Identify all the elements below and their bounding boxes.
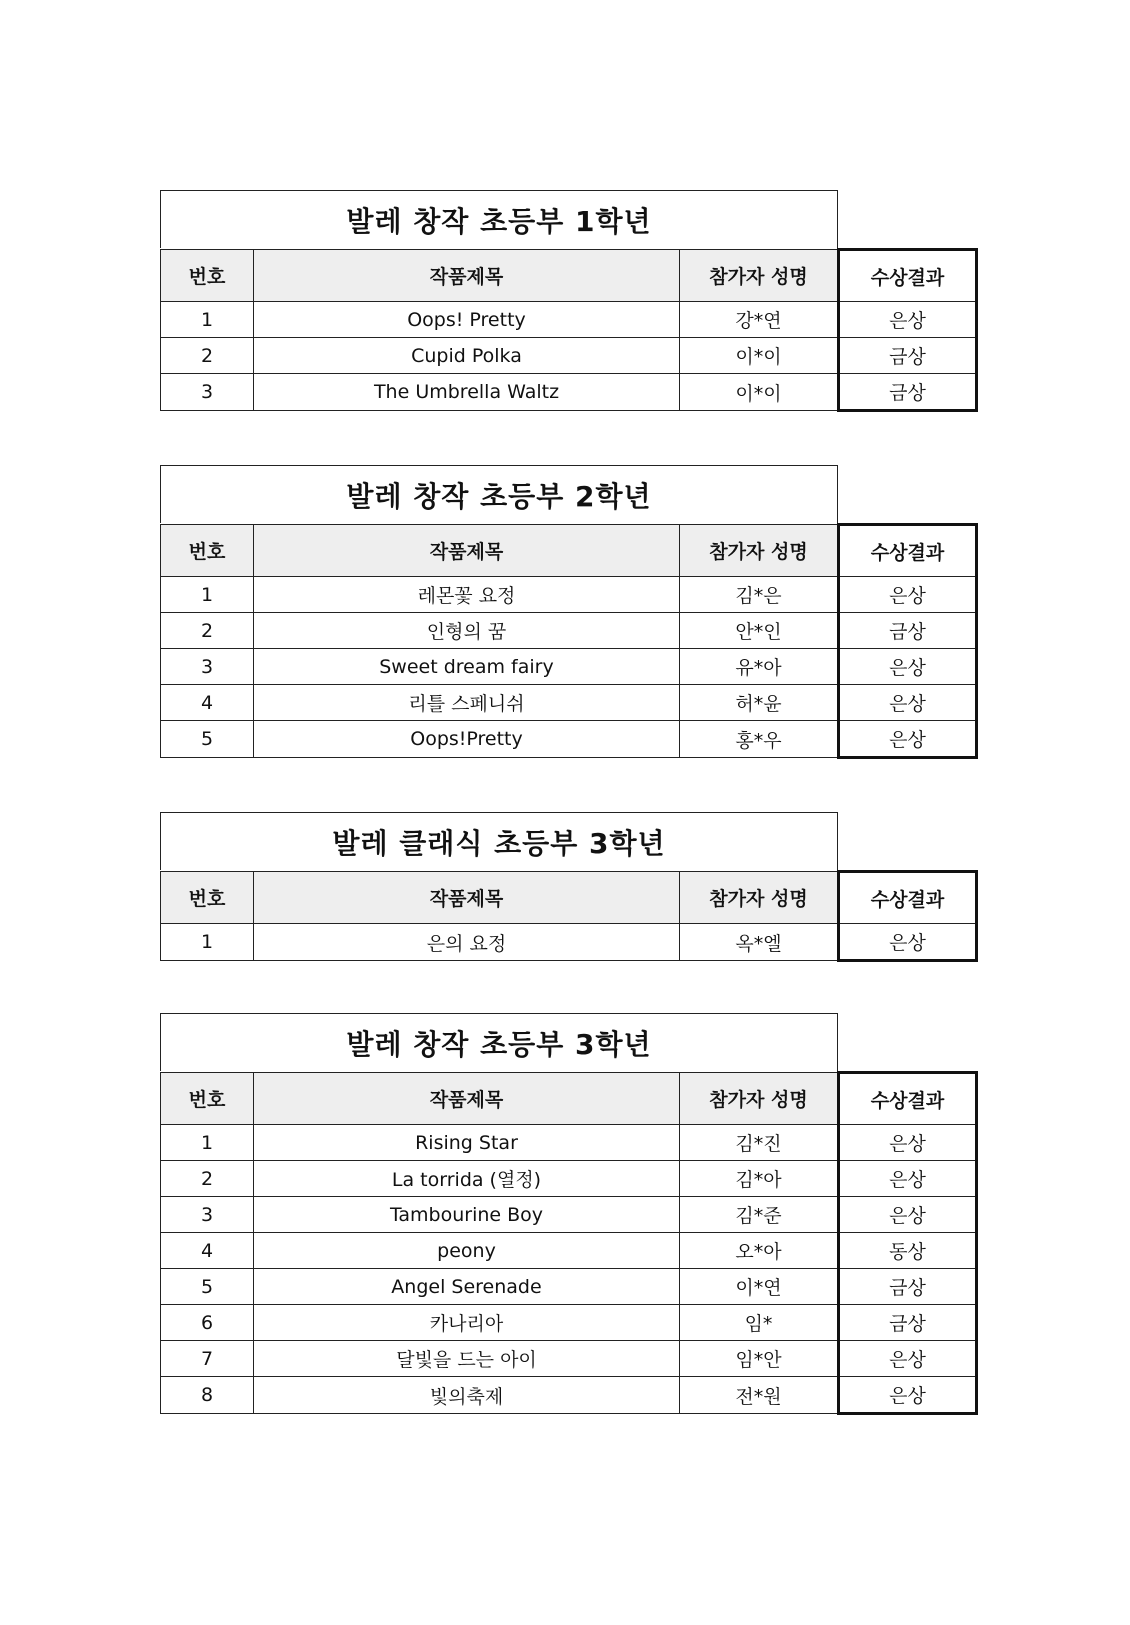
work-title: 카나리아 [254, 1305, 680, 1341]
table-row [161, 1233, 977, 1269]
work-title: Tambourine Boy [254, 1197, 680, 1233]
work-title: 빛의축제 [254, 1377, 680, 1414]
work-title: The Umbrella Waltz [254, 374, 680, 411]
header-result: 수상결과 [839, 1073, 977, 1125]
participant-name: 안*인 [680, 613, 839, 649]
award-result: 은상 [839, 302, 977, 338]
work-title: 인형의 꿈 [254, 613, 680, 649]
award-table [160, 870, 978, 962]
award-result: 은상 [839, 685, 977, 721]
table-row [161, 302, 977, 338]
row-number: 2 [161, 613, 254, 649]
participant-name: 이*이 [680, 338, 839, 374]
table-row [161, 721, 977, 758]
header-title: 작품제목 [254, 872, 680, 924]
row-number: 1 [161, 577, 254, 613]
award-result: 금상 [839, 1269, 977, 1305]
table-header-row [161, 525, 977, 577]
table-title: 발레 창작 초등부 3학년 [160, 1013, 838, 1071]
work-title: 달빛을 드는 아이 [254, 1341, 680, 1377]
award-table [160, 523, 978, 759]
work-title: 레몬꽃 요정 [254, 577, 680, 613]
award-result: 은상 [839, 1341, 977, 1377]
table-row [161, 613, 977, 649]
header-number: 번호 [161, 872, 254, 924]
participant-name: 이*이 [680, 374, 839, 411]
award-result: 은상 [839, 721, 977, 758]
participant-name: 김*아 [680, 1161, 839, 1197]
row-number: 1 [161, 924, 254, 961]
row-number: 4 [161, 685, 254, 721]
header-title: 작품제목 [254, 250, 680, 302]
award-result: 금상 [839, 338, 977, 374]
table-row [161, 1269, 977, 1305]
table-header-row [161, 250, 977, 302]
table-header-row [161, 872, 977, 924]
work-title: Cupid Polka [254, 338, 680, 374]
work-title: La torrida (열정) [254, 1161, 680, 1197]
award-result: 금상 [839, 613, 977, 649]
header-name: 참가자 성명 [680, 1073, 839, 1125]
row-number: 4 [161, 1233, 254, 1269]
table-row [161, 577, 977, 613]
award-table-block [160, 465, 976, 759]
award-table-block [160, 1013, 976, 1415]
row-number: 5 [161, 721, 254, 758]
award-result: 동상 [839, 1233, 977, 1269]
row-number: 3 [161, 374, 254, 411]
award-result: 은상 [839, 1125, 977, 1161]
participant-name: 유*아 [680, 649, 839, 685]
work-title: Sweet dream fairy [254, 649, 680, 685]
row-number: 1 [161, 302, 254, 338]
participant-name: 홍*우 [680, 721, 839, 758]
row-number: 3 [161, 649, 254, 685]
participant-name: 옥*엘 [680, 924, 839, 961]
header-name: 참가자 성명 [680, 250, 839, 302]
row-number: 7 [161, 1341, 254, 1377]
table-title: 발레 클래식 초등부 3학년 [160, 812, 838, 870]
table-row [161, 924, 977, 961]
table-header-row [161, 1073, 977, 1125]
award-table [160, 248, 978, 412]
header-title: 작품제목 [254, 1073, 680, 1125]
row-number: 3 [161, 1197, 254, 1233]
award-result: 은상 [839, 1197, 977, 1233]
header-title: 작품제목 [254, 525, 680, 577]
work-title: Rising Star [254, 1125, 680, 1161]
award-result: 금상 [839, 1305, 977, 1341]
work-title: Oops! Pretty [254, 302, 680, 338]
award-result: 금상 [839, 374, 977, 411]
work-title: peony [254, 1233, 680, 1269]
header-number: 번호 [161, 250, 254, 302]
table-row [161, 1377, 977, 1414]
award-table-block [160, 190, 976, 412]
table-row [161, 1125, 977, 1161]
table-row [161, 649, 977, 685]
participant-name: 김*은 [680, 577, 839, 613]
work-title: 리틀 스페니쉬 [254, 685, 680, 721]
row-number: 8 [161, 1377, 254, 1414]
row-number: 2 [161, 338, 254, 374]
row-number: 2 [161, 1161, 254, 1197]
row-number: 6 [161, 1305, 254, 1341]
row-number: 5 [161, 1269, 254, 1305]
work-title: Oops!Pretty [254, 721, 680, 758]
header-number: 번호 [161, 525, 254, 577]
participant-name: 오*아 [680, 1233, 839, 1269]
award-result: 은상 [839, 649, 977, 685]
award-result: 은상 [839, 577, 977, 613]
table-row [161, 374, 977, 411]
participant-name: 전*원 [680, 1377, 839, 1414]
header-name: 참가자 성명 [680, 525, 839, 577]
award-result: 은상 [839, 1161, 977, 1197]
work-title: Angel Serenade [254, 1269, 680, 1305]
table-row [161, 1341, 977, 1377]
table-title: 발레 창작 초등부 1학년 [160, 190, 838, 248]
table-row [161, 1197, 977, 1233]
award-table-block [160, 812, 976, 962]
header-result: 수상결과 [839, 872, 977, 924]
header-result: 수상결과 [839, 250, 977, 302]
table-row [161, 1161, 977, 1197]
table-title: 발레 창작 초등부 2학년 [160, 465, 838, 523]
header-number: 번호 [161, 1073, 254, 1125]
award-result: 은상 [839, 1377, 977, 1414]
participant-name: 임*안 [680, 1341, 839, 1377]
table-row [161, 685, 977, 721]
participant-name: 김*준 [680, 1197, 839, 1233]
header-result: 수상결과 [839, 525, 977, 577]
award-table [160, 1071, 978, 1415]
table-row [161, 338, 977, 374]
participant-name: 강*연 [680, 302, 839, 338]
participant-name: 허*윤 [680, 685, 839, 721]
header-name: 참가자 성명 [680, 872, 839, 924]
participant-name: 김*진 [680, 1125, 839, 1161]
award-result: 은상 [839, 924, 977, 961]
work-title: 은의 요정 [254, 924, 680, 961]
participant-name: 이*연 [680, 1269, 839, 1305]
participant-name: 임* [680, 1305, 839, 1341]
table-row [161, 1305, 977, 1341]
row-number: 1 [161, 1125, 254, 1161]
